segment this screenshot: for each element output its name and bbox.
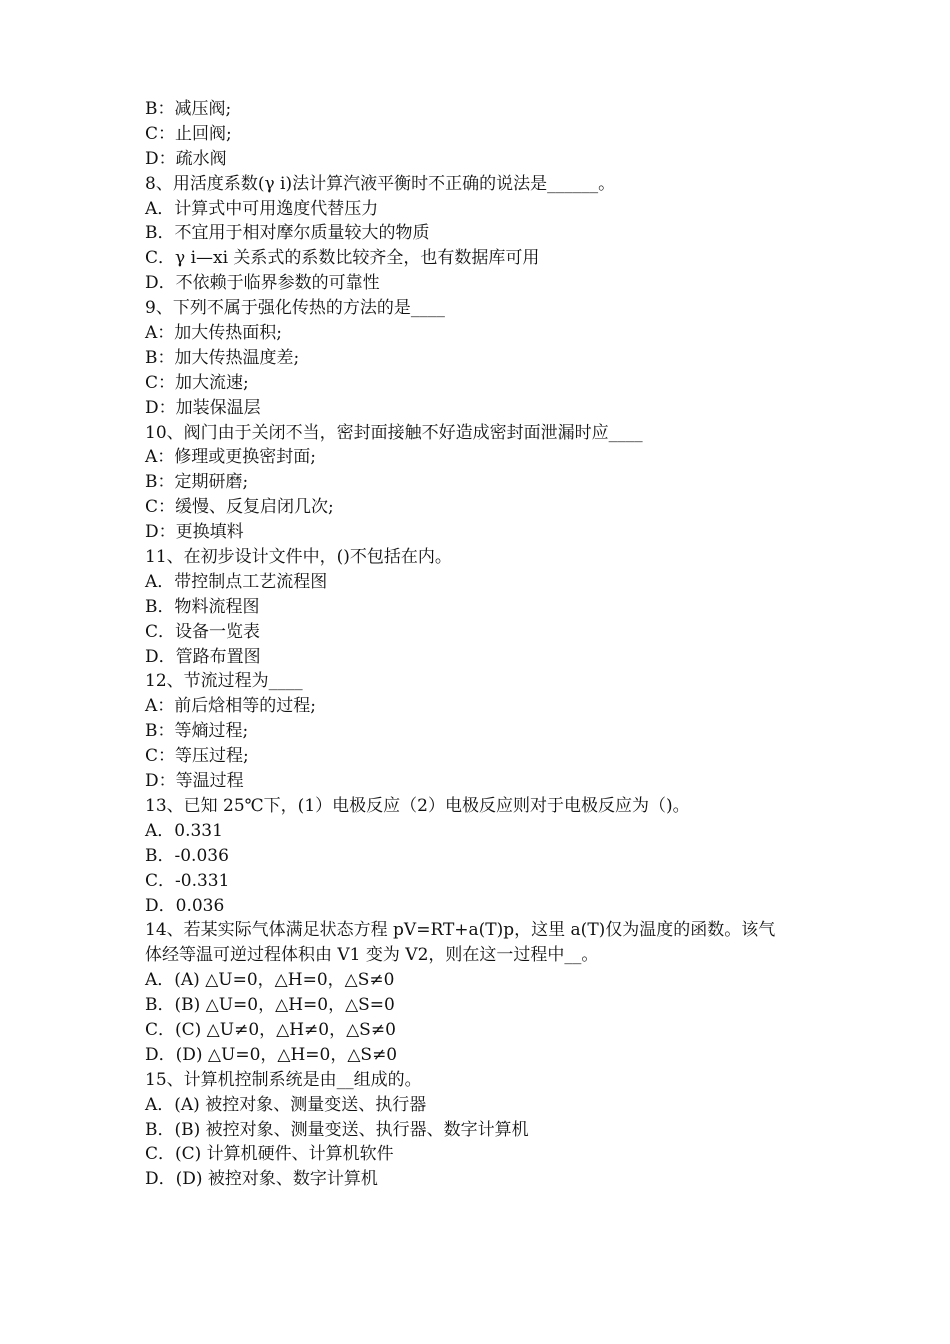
option-line: A：前后焓相等的过程; xyxy=(145,696,317,717)
option-line: D：疏水阀 xyxy=(145,148,227,169)
option-line: B．不宜用于相对摩尔质量较大的物质 xyxy=(145,223,430,244)
question-13: 13、已知 25℃下，(1）电极反应（2）电极反应则对于电极反应为（)。 xyxy=(145,795,690,816)
question-14: 14、若某实际气体满足状态方程 pV=RT+a(T)p，这里 a(T)仅为温度的函数。该气 xyxy=(145,920,776,941)
option-line: C．γ i—xi 关系式的系数比较齐全，也有数据库可用 xyxy=(145,248,540,269)
question-10: 10、阀门由于关闭不当，密封面接触不好造成密封面泄漏时应____ xyxy=(145,422,643,443)
option-line: D．不依赖于临界参数的可靠性 xyxy=(145,273,380,294)
option-line: D：等温过程 xyxy=(145,771,244,792)
question-11: 11、在初步设计文件中，()不包括在内。 xyxy=(145,547,452,568)
option-line: C．(C) 计算机硬件、计算机软件 xyxy=(145,1144,394,1165)
question-14-continued: 体经等温可逆过程体积由 V1 变为 V2，则在这一过程中__。 xyxy=(145,945,599,966)
option-line: A．计算式中可用逸度代替压力 xyxy=(145,198,379,219)
question-8: 8、用活度系数(γ i)法计算汽液平衡时不正确的说法是______。 xyxy=(145,173,616,194)
option-line: D．(D) △U=0，△H=0，△S≠0 xyxy=(145,1044,398,1065)
option-line: D：更换填料 xyxy=(145,522,244,543)
option-line: A：加大传热面积; xyxy=(145,323,283,344)
question-15: 15、计算机控制系统是由__组成的。 xyxy=(145,1069,422,1090)
option-line: B：减压阀; xyxy=(145,99,232,119)
option-line: B．(B) 被控对象、测量变送、执行器、数字计算机 xyxy=(145,1119,529,1140)
option-line: C．-0.331 xyxy=(145,870,230,891)
option-line: D．管路布置图 xyxy=(145,646,261,667)
option-line: B：等熵过程; xyxy=(145,721,249,742)
option-line: A．带控制点工艺流程图 xyxy=(145,571,328,592)
option-line: A：修理或更换密封面; xyxy=(145,447,317,468)
option-line: C：缓慢、反复启闭几次; xyxy=(145,497,334,518)
option-line: A．(A) 被控对象、测量变送、执行器 xyxy=(145,1094,427,1115)
option-line: B．(B) △U=0，△H=0，△S=0 xyxy=(145,995,395,1016)
option-line: D：加装保温层 xyxy=(145,397,261,418)
option-line: C．(C) △U≠0，△H≠0，△S≠0 xyxy=(145,1019,396,1040)
option-line: B．物料流程图 xyxy=(145,596,260,617)
option-line: C：等压过程; xyxy=(145,746,249,767)
option-line: C：止回阀; xyxy=(145,123,232,144)
option-line: D．0.036 xyxy=(145,895,225,916)
option-line: B：定期研磨; xyxy=(145,472,249,493)
option-line: C．设备一览表 xyxy=(145,621,261,642)
option-line: A．0.331 xyxy=(145,820,223,841)
option-line: A．(A) △U=0，△H=0，△S≠0 xyxy=(145,970,395,991)
option-line: B．-0.036 xyxy=(145,845,229,866)
document-body xyxy=(145,97,825,1192)
question-12: 12、节流过程为____ xyxy=(145,671,303,692)
option-line: C：加大流速; xyxy=(145,372,249,393)
option-line: B：加大传热温度差; xyxy=(145,347,300,368)
option-line: D．(D) 被控对象、数字计算机 xyxy=(145,1169,378,1190)
question-9: 9、下列不属于强化传热的方法的是____ xyxy=(145,298,445,319)
